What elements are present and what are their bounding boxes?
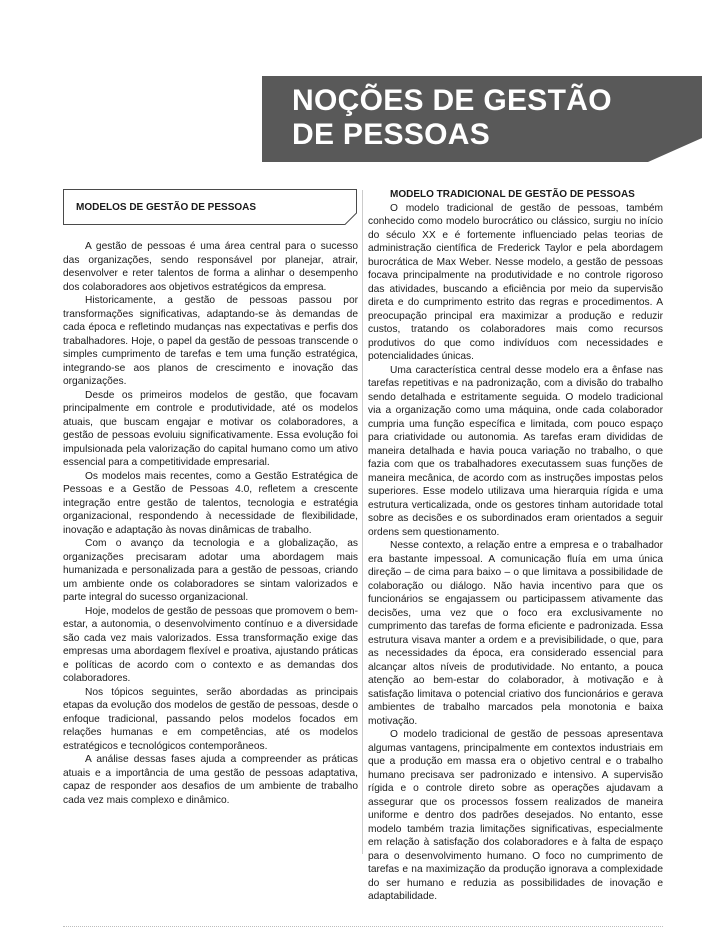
paragraph: Nos tópicos seguintes, serão abordadas as principais etapas da evolução dos modelos de gestão de pessoas, desde o enfoque tradicional, passando pelos modelos focados em relações humanas e em competências, até os modelos estratégicos e tecnológicos contemporâneos. <box>63 686 358 752</box>
paragraph: A gestão de pessoas é uma área central para o sucesso das organizações, sendo responsável por planejar, atrair, desenvolver e reter talentos de forma a alinhar o desempenho dos colaboradores aos objetivos estratégicos da empresa. <box>63 241 358 293</box>
paragraph: Com o avanço da tecnologia e a globalização, as organizações precisaram adotar uma abordagem mais humanizada e personalizada para a gestão de pessoas, criando um ambiente onde os colaboradores se sintam valorizados e parte integral do sucesso organizacional. <box>63 538 358 603</box>
section-heading: MODELO TRADICIONAL DE GESTÃO DE PESSOAS <box>390 189 635 200</box>
paragraph: O modelo tradicional de gestão de pessoas, também conhecido como modelo burocrático ou clássico, surgiu no início do século XX e é fortemente influenciado pelas teorias de administração científica de Frederick Taylor e pela abordagem burocrática de Max Weber. Nesse modelo, a gestão de pessoas focava principalmente na produtividade e no controle rigoroso das atividades, buscando a eficiência por meio da supervisão direta e do cumprimento estrito das regras e procedimentos. A preocupação principal era maximizar a produção e reduzir custos, tratando os colaboradores mais como recursos produtivos do que como indivíduos com necessidades e potencialidades únicas. <box>368 202 663 362</box>
title-banner <box>262 76 702 162</box>
page-title <box>292 84 612 152</box>
right-column <box>368 188 663 904</box>
paragraph: A análise dessas fases ajuda a compreender as práticas atuais e a importância de uma gestão de pessoas adaptativa, capaz de responder aos desafios de um ambiente de trabalho cada vez mais complexo e dinâmico. <box>63 754 358 806</box>
paragraph: Desde os primeiros modelos de gestão, que focavam principalmente em controle e produtividade, até os modelos atuais, que buscam engajar e motivar os colaboradores, a gestão de pessoas evoluiu significativamente. Essa evolução foi impulsionada pela valorização do capital humano como um ativo essencial para a competitividade empresarial. <box>63 389 358 468</box>
column-divider <box>362 190 363 854</box>
paragraph: Uma característica central desse modelo era a ênfase nas tarefas repetitivas e na padronização, com a divisão do trabalho sendo detalhada e estritamente seguida. O modelo tradicional via a organização como uma máquina, onde cada colaborador cumpria uma função específica e limitada, com pouco espaço para criatividade ou autonomia. As tarefas eram divididas de maneira detalhada e havia pouca variação no trabalho, o que fazia com que os trabalhadores executassem suas funções de maneira mecânica, de acordo com as instruções impostas pelos superiores. Esse modelo utilizava uma hierarquia rígida e uma estrutura verticalizada, onde os gestores tinham autoridade total sobre as decisões e os subordinados eram orientados a seguir ordens sem questionamento. <box>368 364 663 538</box>
section-title-box <box>63 189 357 225</box>
paragraph: O modelo tradicional de gestão de pessoas apresentava algumas vantagens, principalmente em contextos industriais em que a produção em massa era o objetivo central e o trabalho humano precisava ser padronizado e intensivo. A supervisão rígida e o controle direto sobre as operações ajudavam a assegurar que os processos fossem realizados de maneira uniforme e dentro dos padrões desejados. No entanto, esse modelo também trazia limitações significativas, especialmente em relação à satisfação dos colaboradores e à falta de espaço para o desenvolvimento humano. O foco no cumprimento de tarefas e na maximização da produção ignorava a complexidade do ser humano e reduzia as possibilidades de inovação e adaptabilidade. <box>368 729 663 902</box>
paragraph: Nesse contexto, a relação entre a empresa e o trabalhador era bastante impessoal. A comunicação fluía em uma única direção – de cima para baixo – o que limitava a possibilidade de colaboração ou diálogo. Não havia incentivo para que os funcionários se engajassem ou participassem ativamente das decisões, uma vez que o foco era exclusivamente no cumprimento das tarefas de forma eficiente e padronizada. Essa estrutura visava manter a ordem e a previsibilidade, o que, para as necessidades da época, era considerado essencial para alcançar altos níveis de produtividade. No entanto, a pouca atenção ao bem-estar do colaborador, à motivação e à satisfação limitava o potencial criativo dos funcionários e gerava ambientes de trabalho marcados pela monotonia e baixa motivação. <box>368 540 663 727</box>
paragraph: Hoje, modelos de gestão de pessoas que promovem o bem-estar, a autonomia, o desenvolvimento contínuo e a diversidade são cada vez mais valorizados. Essa transformação exige das empresas uma abordagem flexível e proativa, ajustando práticas e políticas de acordo com o contexto e as demandas dos colaboradores. <box>63 605 358 684</box>
footer-line <box>63 926 663 930</box>
page-title-line-2: DE PESSOAS <box>292 118 491 151</box>
paragraph: Os modelos mais recentes, como a Gestão Estratégica de Pessoas e a Gestão de Pessoas 4.0, refletem a crescente integração entre gestão de talentos, tecnologia e estratégia organizacional, respondendo à necessidade de flexibilidade, inovação e adaptação às novas dinâmicas de trabalho. <box>63 470 358 536</box>
section-title: MODELOS DE GESTÃO DE PESSOAS <box>76 202 257 213</box>
paragraph: Historicamente, a gestão de pessoas passou por transformações significativas, adaptando-se às demandas de cada época e refletindo mudanças nas expectativas e perfis dos trabalhadores. Hoje, o papel da gestão de pessoas transcende o simples cumprimento de tarefas e tem uma função estratégica, integrando-se aos planos de crescimento e inovação das organizações. <box>63 295 358 387</box>
page-title-line-1: NOÇÕES DE GESTÃO <box>292 84 612 117</box>
left-column <box>63 240 358 807</box>
